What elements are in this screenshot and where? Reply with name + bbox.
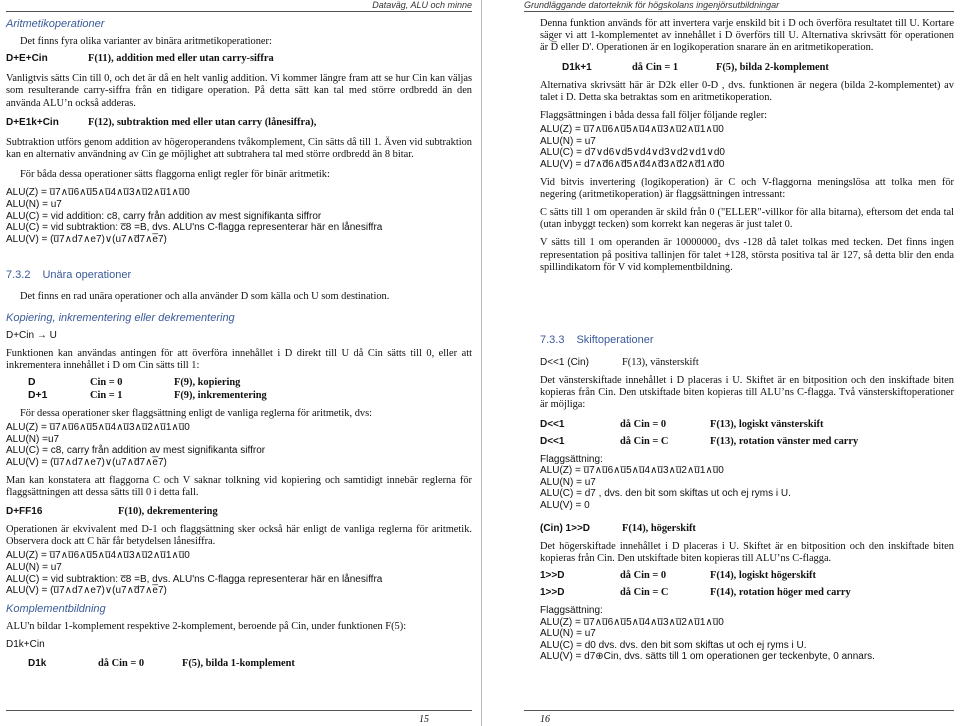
right-column xyxy=(540,18,954,663)
flag-line: ALU(Z) = u̅7∧u̅6∧u̅5∧u̅4∧u̅3∧u̅2∧u̅1∧u̅0 xyxy=(6,187,190,199)
flag-line: ALU(Z) = u̅7∧u̅6∧u̅5∧u̅4∧u̅3∧u̅2∧u̅1∧u̅0 xyxy=(540,465,724,477)
flag-list xyxy=(6,187,472,245)
compl-op: D1k xyxy=(28,657,47,669)
right-page-number: 16 xyxy=(540,714,550,725)
flag-line: ALU(C) = vid addition: c8, carry från addition av mest signifikanta siffror xyxy=(6,210,322,222)
left-page xyxy=(0,0,478,726)
left-footer-rule xyxy=(6,710,472,711)
left-header-rule xyxy=(6,11,472,12)
flag-line: ALU(C) = vid subtraktion: c̅8 =B, dvs. ALU'ns C-flagga representerar här en lånesiffra xyxy=(6,573,383,585)
shift-desc: F(13), logiskt vänsterskift xyxy=(710,418,824,430)
formula: D+Cin → U xyxy=(6,329,57,341)
shift-op: 1>>D xyxy=(540,587,565,598)
copy-op: D+1 xyxy=(28,390,48,401)
flag-list xyxy=(6,422,472,468)
right-footer-rule xyxy=(524,710,954,711)
paragraph: C sätts till 1 om operanden är skild från 0 ("ELLER"-villkor för alla bitarna), eftersom det enda tal (utan inbyggt tecken) som korrekt kan negeras är just talet 0. xyxy=(540,207,954,231)
section-title-aritmetik: Aritmetikoperationer xyxy=(6,18,105,30)
paragraph: Det vänsterskiftade innehållet i D placeras i U. Skiftet är en bitposition och den inskiftade biten kopieras från Cin. Den utskiftade biten kopieras till ALU’ns C-flagga. Två vänsterskiftoperationer är möjliga: xyxy=(540,375,954,411)
compl-desc: F(5), bilda 1-komplement xyxy=(182,657,295,669)
shift-cond: då Cin = 0 xyxy=(620,418,667,430)
rshift-formula: (Cin) 1>>D xyxy=(540,522,591,534)
flag-line: ALU(C) = d7∨d6∨d5∨d4∨d3∨d2∨d1∨d0 xyxy=(540,147,725,159)
left-page-number: 15 xyxy=(419,714,429,725)
op-description: F(12), subtraktion med eller utan carry (lånesiffra), xyxy=(88,116,317,128)
shift-desc: F(13), vänsterskift xyxy=(622,357,699,369)
op-code: D+FF16 xyxy=(6,505,43,517)
flag-list xyxy=(540,124,954,170)
flag-line: ALU(V) = (u̅7∧d7∧e7)∨(u7∧d̅7∧e̅7) xyxy=(6,585,167,597)
flag-line: ALU(C) = c8, carry från addition av mest signifikanta siffror xyxy=(6,445,266,457)
paragraph: Det finns en rad unära operationer och alla använder D som källa och U som destination. xyxy=(20,291,390,303)
lshift-table xyxy=(540,418,954,448)
paragraph: Flaggsättningen i båda dessa fall följer följande regler: xyxy=(540,110,768,122)
shift-cond: då Cin = C xyxy=(620,435,669,447)
section-title-skift: Skiftoperationer xyxy=(576,334,654,347)
flag-line: ALU(V) = (u̅7∧d7∧e7)∨(u7∧d̅7∧e̅7) xyxy=(6,456,167,468)
flag-line: ALU(N) = u7 xyxy=(540,476,596,488)
flag-title: Flaggsättning: xyxy=(540,605,603,616)
page-divider xyxy=(481,0,482,726)
section-title-unara: Unära operationer xyxy=(42,269,132,282)
flag-line: ALU(C) = d7 , dvs. den bit som skiftas ut och ej ryms i U. xyxy=(540,488,791,500)
flag-line: ALU(V) = d7∧d̅6∧d̅5∧d̅4∧d̅3∧d̅2∧d̅1∧d̅0 xyxy=(540,159,725,170)
left-header: Dataväg, ALU och minne xyxy=(372,0,472,10)
flag-line: ALU(N) = u7 xyxy=(540,135,596,147)
paragraph: För dessa operationer sker flaggsättning enligt de vanliga reglerna för aritmetik, dvs: xyxy=(20,408,373,419)
paragraph: V sätts till 1 om operanden är 10000000₂ dvs -128 då talet tolkas med tecken. Det finns ingen representation på positiva tallinjen för talet +128, största positiva tal är 127, så detta blir den enda spillindikatorn för V vid komplementbildning. xyxy=(540,237,954,273)
flag-line: ALU(C) = vid subtraktion: c̅8 =B, dvs. ALU'ns C-flagga representerar här en lånesiffra xyxy=(6,222,383,234)
flag-line: ALU(C) = d0 dvs. dvs. den bit som skiftas ut och ej ryms i U. xyxy=(540,639,807,651)
paragraph: Subtraktion utförs genom addition av högeroperandens tvåkomplement, Cin sätts då till 1. Även vid subtraktion kan en alternativ användning av Cin ge möjlighet att subtrahera tal med större ordbredd än 8 bitar. xyxy=(6,136,472,161)
paragraph: ALU'n bildar 1-komplement respektive 2-komplement, beroende på Cin, under funktionen F(5): xyxy=(6,620,407,632)
copy-desc: F(9), inkrementering xyxy=(174,390,267,401)
paragraph: Operationen är ekvivalent med D-1 och flaggsättning sker också här enligt de vanliga reglerna för aritmetik. Observera dock att C här får betydelsen lånesiffra. xyxy=(6,523,472,548)
flag-list xyxy=(6,550,472,596)
copy-table xyxy=(6,376,472,402)
shift-cond: då Cin = 0 xyxy=(620,570,667,581)
section-title-komplement: Komplementbildning xyxy=(6,602,106,615)
copy-desc: F(9), kopiering xyxy=(174,377,241,388)
flag-list xyxy=(540,617,954,663)
left-column xyxy=(6,18,472,670)
shift-op: D<<1 xyxy=(540,418,565,430)
rshift-desc: F(14), högerskift xyxy=(622,522,696,534)
paragraph: Man kan konstatera att flaggorna C och V saknar tolkning vid kopiering och samtidigt innebär reglerna för flaggsättningen att dessa sätts till 0 i detta fall. xyxy=(6,474,472,498)
paragraph: Alternativa skrivsätt här är D2k eller 0-D , dvs. funktionen är negera (bilda 2-komplementet) av talet i D. Detta ska betraktas som en aritmetikoperation. xyxy=(540,79,954,103)
copy-cond: Cin = 0 xyxy=(90,377,123,388)
shift-op: 1>>D xyxy=(540,570,565,581)
formula: D1k+Cin xyxy=(6,638,45,650)
compl-cond: då Cin = 0 xyxy=(98,657,145,669)
paragraph: Funktionen kan användas antingen för att överföra innehållet i D direkt till U då Cin sätts till 0, eller att inkrementera innehållet i D om Cin sätts till 1: xyxy=(6,347,472,371)
shift-desc: F(14), rotation höger med carry xyxy=(710,587,851,598)
shift-formula: D<<1 (Cin) xyxy=(540,357,589,369)
shift-op: D<<1 xyxy=(540,435,565,447)
compl-op: D1k+1 xyxy=(562,61,592,73)
shift-cond: då Cin = C xyxy=(620,587,669,598)
compl-desc: F(5), bilda 2-komplement xyxy=(716,61,829,73)
flag-line: ALU(Z) = u̅7∧u̅6∧u̅5∧u̅4∧u̅3∧u̅2∧u̅1∧u̅0 xyxy=(6,422,190,434)
flag-line: ALU(Z) = u̅7∧u̅6∧u̅5∧u̅4∧u̅3∧u̅2∧u̅1∧u̅0 xyxy=(6,550,190,562)
shift-desc: F(13), rotation vänster med carry xyxy=(710,435,859,447)
section-number: 7.3.2 xyxy=(6,269,31,282)
flag-line: ALU(V) = d7⊕Cin, dvs. sätts till 1 om operationen ger teckenbyte, 0 annars. xyxy=(540,651,875,663)
flag-line: ALU(N) = u7 xyxy=(540,628,596,640)
flag-line: ALU(Z) = u̅7∧u̅6∧u̅5∧u̅4∧u̅3∧u̅2∧u̅1∧u̅0 xyxy=(540,124,724,136)
paragraph: Vanligtvis sätts Cin till 0, och det är då en helt vanlig addition. Vi kommer längre fram att se hur Cin kan väljas som resulterande carry-siffra från en tidigare operation. På detta sätt kan tal med större ordbredd än den använda ALU’n också adderas. xyxy=(6,73,472,109)
flag-line: ALU(N) = u7 xyxy=(6,199,62,211)
op-description: F(11), addition med eller utan carry-siffra xyxy=(88,53,274,65)
flag-title: Flaggsättning: xyxy=(540,453,603,465)
paragraph: Det högerskiftade innehållet i D placeras i U. Skiftet är en bitposition och den inskiftade biten kopieras från Cin. Den utskiftade biten kopieras till ALU’ns C-flagga. xyxy=(540,540,954,564)
copy-cond: Cin = 1 xyxy=(90,390,123,401)
right-page xyxy=(484,0,960,726)
shift-desc: F(14), logiskt högerskift xyxy=(710,570,816,581)
copy-op: D xyxy=(28,377,36,388)
compl-cond: då Cin = 1 xyxy=(632,61,679,73)
op-code: D+E+Cin xyxy=(6,53,48,65)
paragraph: Denna funktion används för att invertera varje enskild bit i D och överföra resultatet till U. Kortare säger vi att 1-komplementet av innehållet i D överförs till U. Alternativa skrivsätt för operationen är D̅ eller D'. Operationen är en logikoperation snarare än en aritmetikoperation. xyxy=(540,18,954,54)
flag-line: ALU(N) =u7 xyxy=(6,433,60,445)
paragraph: Det finns fyra olika varianter av binära aritmetikoperationer: xyxy=(20,36,272,47)
flag-line: ALU(Z) = u̅7∧u̅6∧u̅5∧u̅4∧u̅3∧u̅2∧u̅1∧u̅0 xyxy=(540,616,724,628)
flag-line: ALU(V) = (u̅7∧d7∧e7)∨(u7∧d̅7∧e̅7) xyxy=(6,233,167,245)
section-number: 7.3.3 xyxy=(540,334,565,347)
right-header-rule xyxy=(524,11,954,12)
rshift-table xyxy=(540,569,954,599)
paragraph: För båda dessa operationer sätts flaggorna enligt regler för binär aritmetik: xyxy=(20,169,330,181)
op-description: F(10), dekrementering xyxy=(118,505,218,517)
section-title-kopiering: Kopiering, inkrementering eller dekrementering xyxy=(6,311,235,324)
flag-list xyxy=(540,465,954,511)
paragraph: Vid bitvis invertering (logikoperation) är C och V-flaggorna meningslösa att tolka men för negering (aritmetikoperation) är flaggsättningen intressant: xyxy=(540,176,954,200)
flag-line: ALU(V) = 0 xyxy=(540,500,590,511)
right-header: Grundläggande datorteknik för högskolans ingenjörsutbildningar xyxy=(524,0,780,10)
flag-line: ALU(N) = u7 xyxy=(6,561,62,573)
op-code: D+E1k+Cin xyxy=(6,116,59,128)
